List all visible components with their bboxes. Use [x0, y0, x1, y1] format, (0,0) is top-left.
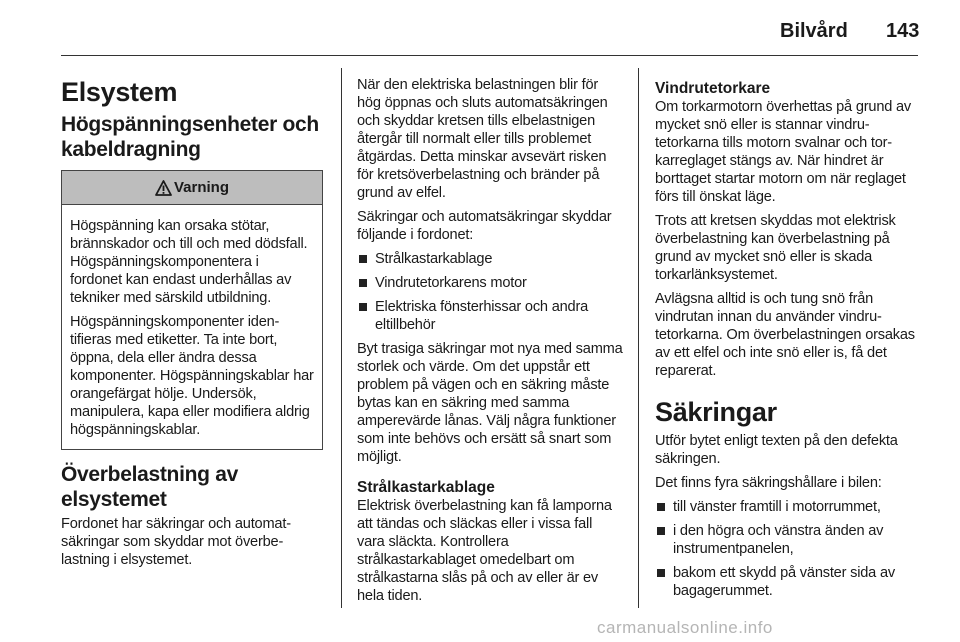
chapter-title: Elsystem — [61, 77, 178, 107]
square-bullet-icon — [657, 527, 665, 535]
column-divider — [341, 68, 342, 608]
list-item — [357, 274, 623, 292]
square-bullet-icon — [359, 279, 367, 287]
section-heading: Överbelastning av elsystemet — [61, 463, 238, 511]
body-paragraph: Utför bytet enligt texten på den defekta säkringen. — [655, 433, 898, 467]
warning-paragraph: Högspänning kan orsaka stötar, brännskador och till och med dödsfall. Högspänningskomponentera i fordonet kan endast underhållas av tekniker med särskild utbildning. — [70, 218, 308, 306]
list-item — [357, 298, 623, 334]
body-paragraph: När den elektriska belastningen blir för hög öppnas och sluts automatsäkringen och skyddar kretsen tills elbelastnigen återgår till normalt eller tills problemet åtgärdas. Detta minskar avsevärt risken för kretsöverbelastning och bränder på grund av elfel. — [357, 77, 608, 201]
list-item-text: i den högra och vänstra änden av instrumentpanelen, — [673, 523, 884, 557]
bullet-list — [655, 498, 923, 600]
list-item — [357, 250, 623, 268]
warning-paragraph: Högspänningskomponenter identifieras med etiketter. Ta inte bort, öppna, dela eller ändra dessa komponenter. Högspänningskablar har orangefärgat hölje. Undersök, manipulera, kapa eller modifiera aldrig högspänningskablar. — [70, 314, 314, 438]
square-bullet-icon — [359, 255, 367, 263]
list-item-text: bakom ett skydd på vänster sida av bagagerummet. — [673, 565, 895, 599]
warning-box — [61, 170, 323, 450]
square-bullet-icon — [657, 569, 665, 577]
warning-header — [62, 171, 322, 205]
list-item-text: Elektriska fönsterhissar och andra eltillbehör — [375, 299, 589, 333]
list-item — [655, 522, 923, 558]
section-heading: Högspänningsenheter och kabeldragning — [61, 113, 319, 161]
chapter-heading: Säkringar — [655, 397, 777, 427]
sub-heading: Strålkastarkablage — [357, 479, 495, 496]
square-bullet-icon — [359, 303, 367, 311]
column-2 — [357, 68, 623, 611]
list-item — [655, 498, 923, 516]
column-3 — [655, 68, 923, 606]
body-paragraph: Säkringar och automatsäkringar skyddar följande i fordonet: — [357, 209, 612, 243]
list-item — [655, 564, 923, 600]
list-item-text: till vänster framtill i motorrummet, — [673, 499, 881, 515]
watermark-text: carmanualsonline.info — [597, 618, 773, 637]
body-paragraph: Om torkarmotorn överhettas på grund av mycket snö eller is stannar vindrutetorkarna tills motorn svalnar och torkarreglaget stängs av. När hindret är borttaget startar motorn om när reglaget förs till önskat läge. — [655, 99, 912, 205]
list-item-text: Vindrutetorkarens motor — [375, 275, 527, 291]
column-1 — [61, 68, 323, 575]
header-rule — [61, 55, 918, 56]
warning-triangle-icon — [155, 180, 172, 196]
list-item-text: Strålkastarkablage — [375, 251, 493, 267]
body-paragraph: Byt trasiga säkringar mot nya med samma storlek och värde. Om det uppstår ett problem på vägen och en säkring måste bytas kan en säkring med samma amperevärde lånas. Välj några funktioner som inte behövs och ersätt så snart som möjligt. — [357, 341, 623, 465]
warning-label: Varning — [173, 179, 229, 196]
page-number: 143 — [886, 20, 920, 42]
body-paragraph: Elektrisk överbelastning kan få lamporna att tändas och släckas eller i vissa fall vara släckta. Kontrollera strålkastarkablaget omedelbart om strålkastarna slås på och av eller är ev hela tiden. — [357, 498, 612, 604]
bullet-list — [357, 250, 623, 334]
page-header — [0, 0, 960, 56]
body-paragraph: Avlägsna alltid is och tung snö från vindrutan innan du använder vindrutetorkarna. Om överbelastningen orsakas av ett elfel och inte snö eller is, få det reparerat. — [655, 291, 915, 379]
warning-body — [62, 205, 322, 449]
body-paragraph: Fordonet har säkringar och automatsäkringar som skyddar mot överbelastning i elsystemet. — [61, 516, 292, 568]
section-title: Bilvård — [780, 20, 848, 42]
body-paragraph: Trots att kretsen skyddas mot elektrisk överbelastning kan överbelastning på grund av mycket snö eller is skada torkarlänksystemet. — [655, 213, 896, 283]
square-bullet-icon — [657, 503, 665, 511]
column-divider — [638, 68, 639, 608]
sub-heading: Vindrutetorkare — [655, 80, 771, 97]
body-paragraph: Det finns fyra säkringshållare i bilen: — [655, 475, 882, 491]
